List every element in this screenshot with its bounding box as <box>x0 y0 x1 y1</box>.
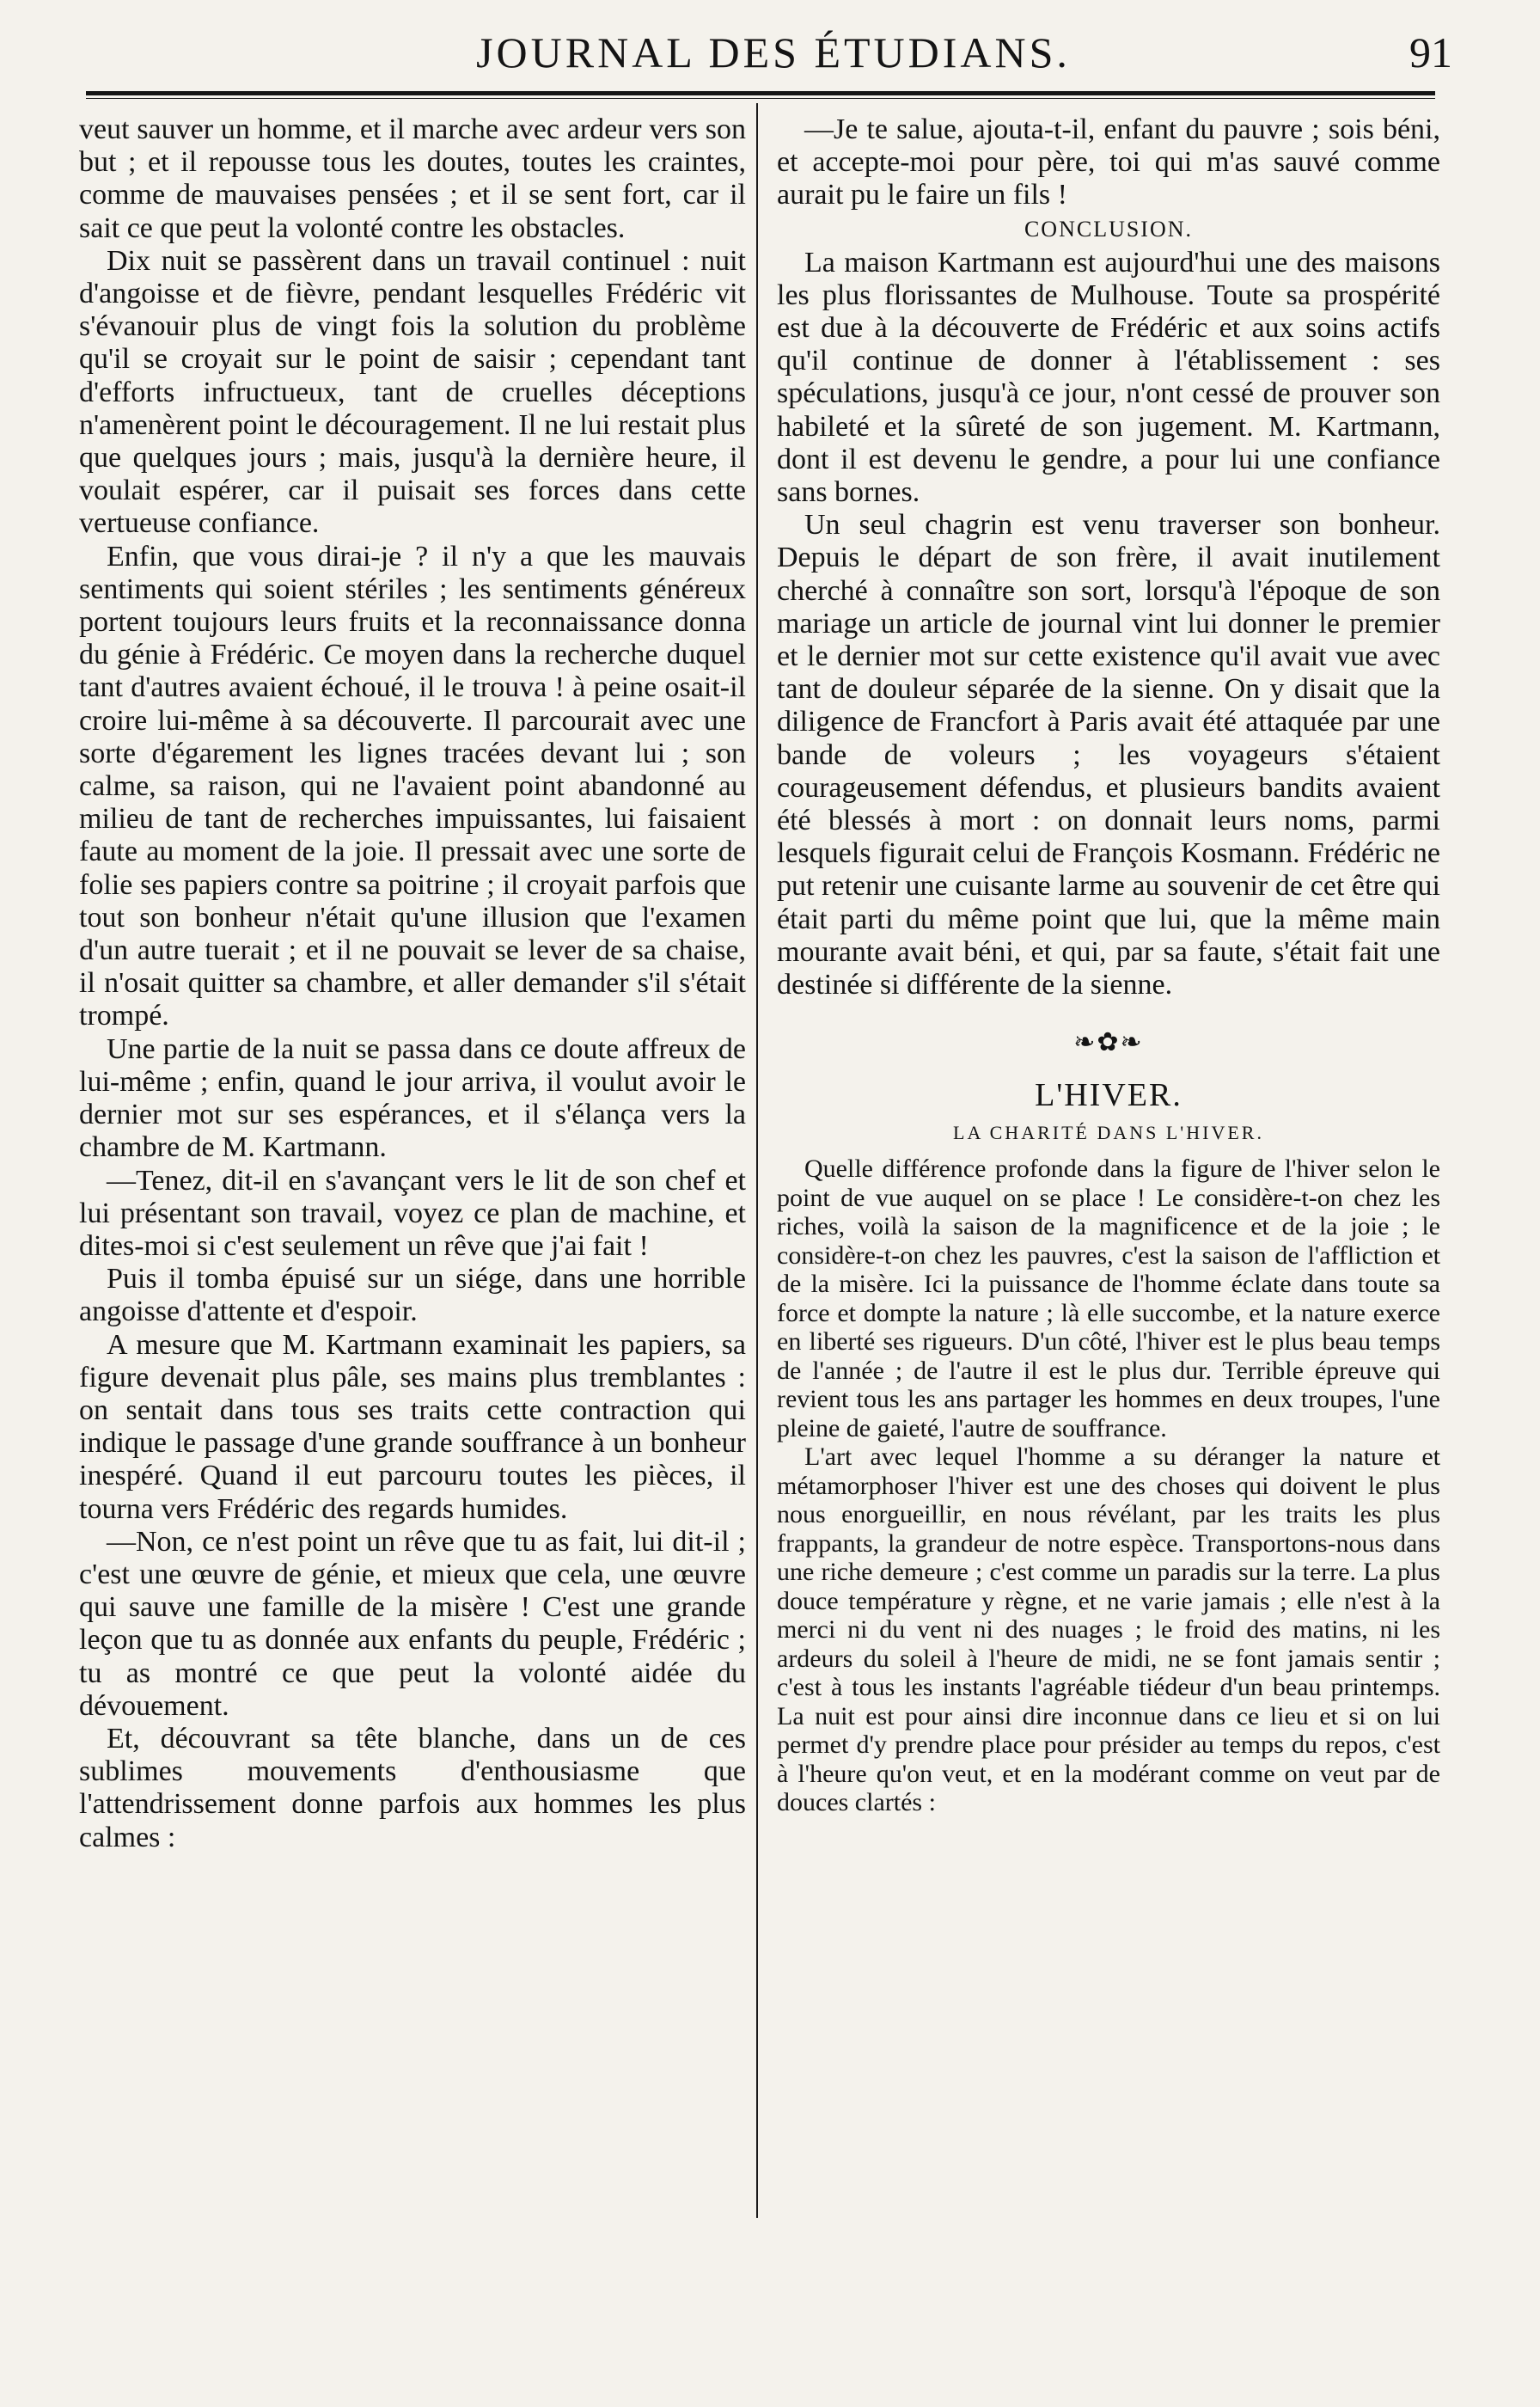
paragraph: Quelle différence profonde dans la figure de l'hiver selon le point de vue auquel on se place ! Le considère-t-on chez les riches, voilà la saison de la magnificence et de la joie ; le considère-t-on chez les pauvres, c'est la saison de l'affliction et de la misère. Ici la puissance de l'homme éclate dans toute sa force et dompte la nature ; là elle succombe, et la nature exerce en liberté ses rigueurs. D'un côté, l'hiver est le plus beau temps de l'année ; de l'autre il est le plus dur. Terrible épreuve qui revient tous les ans partager les hommes en deux troupes, l'une pleine de gaieté, l'autre de souffrance. <box>777 1155 1440 1442</box>
paragraph: Puis il tomba épuisé sur un siége, dans une horrible angoisse d'attente et d'espoir. <box>79 1263 746 1328</box>
ornament-divider: ❧✿❧ <box>1073 1028 1144 1057</box>
page-header <box>77 28 1470 88</box>
paragraph: —Tenez, dit-il en s'avançant vers le lit de son chef et lui présentant son travail, voyez ce plan de machine, et dites-moi si c'est seulement un rêve que j'ai fait ! <box>79 1164 746 1262</box>
paragraph: A mesure que M. Kartmann examinait les papiers, sa figure devenait plus pâle, ses mains plus tremblantes : on sentait dans tous ses traits cette contraction qui indique le passage d'une grande souffrance à un bonheur inespéré. Quand il eut parcouru toutes les pièces, il tourna vers Frédéric des regards humides. <box>79 1328 746 1525</box>
article-title: L'HIVER. <box>1035 1077 1182 1114</box>
right-column <box>777 113 1440 1817</box>
section-heading: CONCLUSION. <box>1024 216 1194 242</box>
paragraph: —Je te salue, ajouta-t-il, enfant du pauvre ; sois béni, et accepte-moi pour père, toi qui m'as sauvé comme aurait pu le faire un fils ! <box>777 113 1440 211</box>
paragraph: Et, découvrant sa tête blanche, dans un de ces sublimes mouvements d'enthousiasme que l'attendrissement donne parfois aux hommes les plus calmes : <box>79 1722 746 1853</box>
paragraph: L'art avec lequel l'homme a su déranger la nature et métamorphoser l'hiver est une des choses qui doivent le plus nous enorgueillir, en nous révélant, par les traits les plus frappants, la grandeur de notre espèce. Transportons-nous dans une riche demeure ; c'est comme un paradis sur la terre. La plus douce température y règne, et ne varie jamais ; elle n'est à la merci ni du vent ni des nuages ; le froid des matins, ni les ardeurs du soleil à l'heure de midi, ne se font jamais sentir ; c'est à tous les instants l'agréable tiédeur d'un beau printemps. La nuit est pour ainsi dire inconnue dans ce lieu et si on lui permet d'y prendre place pour présider au temps du repos, c'est à l'heure qu'on veut, et en la modérant comme on veut par de douces clartés : <box>777 1442 1440 1817</box>
column-divider <box>756 103 758 2218</box>
running-title: JOURNAL DES ÉTUDIANS. <box>476 28 1071 77</box>
paragraph: Dix nuit se passèrent dans un travail continuel : nuit d'angoisse et de fièvre, pendant lesquelles Frédéric vit s'évanouir plus de vingt fois la solution du problème qu'il se croyait sur le point de saisir ; cependant tant d'efforts infructueux, tant de cruelles déceptions n'amenèrent point le découragement. Il ne lui restait plus que quelques jours ; mais, jusqu'à la dernière heure, il voulait espérer, car il puisait ses forces dans cette vertueuse confiance. <box>79 244 746 540</box>
page-number: 91 <box>1409 28 1452 77</box>
paragraph: Une partie de la nuit se passa dans ce doute affreux de lui-même ; enfin, quand le jour arriva, il voulut avoir le dernier mot sur ses espérances, et il s'élança vers la chambre de M. Kartmann. <box>79 1032 746 1164</box>
paragraph: Enfin, que vous dirai-je ? il n'y a que les mauvais sentiments qui soient stériles ; les sentiments généreux portent toujours leurs fruits et la reconnaissance donna du génie à Frédéric. Ce moyen dans la recherche duquel tant d'autres avaient échoué, il le trouva ! à peine osait-il croire lui-même à sa découverte. Il parcourait avec une sorte d'égarement les lignes tracées devant lui ; son calme, sa raison, qui ne l'avaient point abandonné au milieu de tant de recherches impuissantes, lui faisaient faute au moment de la joie. Il pressait avec une sorte de folie ses papiers contre sa poitrine ; il croyait parfois que tout son bonheur n'était qu'une illusion que l'examen d'un autre tuerait ; et il ne pouvait se lever de sa chaise, il n'osait quitter sa chambre, et aller demander s'il s'était trompé. <box>79 540 746 1032</box>
header-rule <box>86 91 1435 99</box>
paragraph: veut sauver un homme, et il marche avec ardeur vers son but ; et il repousse tous les doutes, toutes les craintes, comme de mauvaises pensées ; et il se sent fort, car il sait ce que peut la volonté contre les obstacles. <box>79 113 746 244</box>
article-subtitle: LA CHARITÉ DANS L'HIVER. <box>953 1122 1264 1144</box>
paragraph: La maison Kartmann est aujourd'hui une des maisons les plus florissantes de Mulhouse. Toute sa prospérité est due à la découverte de Frédéric et aux soins actifs qu'il continue de donner à l'établissement : ses spéculations, jusqu'à ce jour, n'ont cessé de prouver son habileté et la sûreté de son jugement. M. Kartmann, dont il est devenu le gendre, a pour lui une confiance sans bornes. <box>777 246 1440 509</box>
left-column <box>79 113 746 1854</box>
paragraph: Un seul chagrin est venu traverser son bonheur. Depuis le départ de son frère, il avait inutilement cherché à connaître son sort, lorsqu'à l'époque de son mariage un article de journal vint lui donner le premier et le dernier mot sur cette existence qu'il avait vue avec tant de douleur séparée de la sienne. On y disait que la diligence de Francfort à Paris avait été attaquée par une bande de voleurs ; les voyageurs s'étaient courageusement défendus, et plusieurs bandits avaient été blessés à mort : on donnait leurs noms, parmi lesquels figurait celui de François Kosmann. Frédéric ne put retenir une cuisante larme au souvenir de cet être qui était parti du même point que lui, que la même main mourante avait béni, et qui, par sa faute, s'était fait une destinée si différente de la sienne. <box>777 509 1440 1001</box>
paragraph: —Non, ce n'est point un rêve que tu as fait, lui dit-il ; c'est une œuvre de génie, et mieux que cela, une œuvre qui sauve une famille de la misère ! C'est une grande leçon que tu as donnée aux enfants du peuple, Frédéric ; tu as montré ce que peut la volonté aidée du dévouement. <box>79 1525 746 1722</box>
